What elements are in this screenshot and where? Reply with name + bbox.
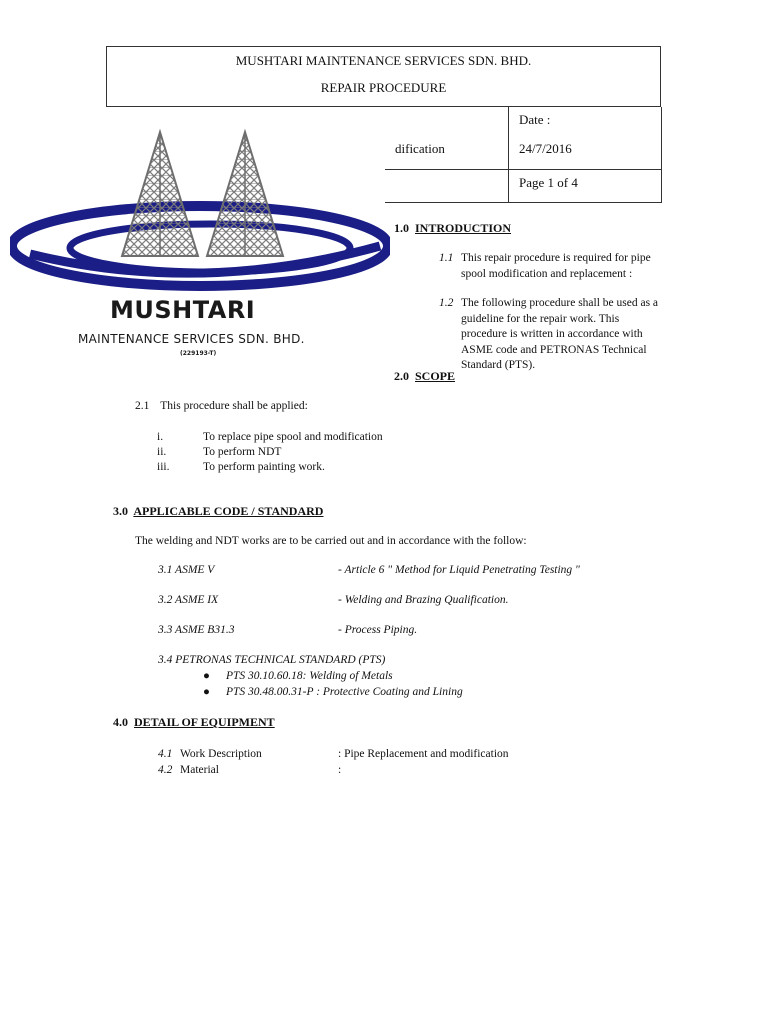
code-intro: The welding and NDT works are to be carried out and in accordance with the follow: [135,535,527,547]
intro-item-1-line: spool modification and replacement : [461,267,633,280]
logo-subtitle: MAINTENANCE SERVICES SDN. BHD. [78,332,305,346]
detail-row [158,746,578,762]
section-4-number: 4.0 [113,715,128,729]
section-3-number: 3.0 [113,504,128,518]
bullet-icon: ● [203,685,210,698]
bullet-item [203,685,463,701]
section-4-title: DETAIL OF EQUIPMENT [134,715,275,729]
detail-number: 4.1 [158,748,173,760]
detail-value: : [338,764,342,776]
scope-intro-text: This procedure shall be applied: [160,400,308,412]
title-fragment: dification [395,141,445,156]
page-cell [508,169,662,203]
intro-item-2-line: The following procedure shall be used as a [461,297,659,309]
pts-list [203,669,463,700]
company-name: MUSHTARI MAINTENANCE SERVICES SDN. BHD. [235,53,532,68]
intro-item-1-line: This repair procedure is required for pipe [461,252,651,264]
section-1-heading [394,221,511,236]
intro-item-2-line: Standard (PTS). [461,359,536,371]
title-cell [385,107,509,170]
scope-intro [135,400,308,412]
date-cell [508,107,662,170]
detail-number: 4.2 [158,764,173,776]
list-item-number: i. [157,431,164,443]
section-2-heading [394,369,455,384]
code-ref: 3.2 ASME IX [158,594,219,606]
tower-ring-emblem [10,128,390,298]
empty-cell [385,169,509,203]
section-3-heading [113,504,323,519]
list-item [157,445,457,460]
scope-intro-number: 2.1 [135,400,150,412]
code-ref: 3.1 ASME V [158,564,215,576]
list-item-number: iii. [157,461,170,473]
section-4-heading [113,715,275,730]
list-item [157,460,457,475]
document-type: REPAIR PROCEDURE [320,80,447,95]
detail-label: Work Description [180,748,262,760]
section-3-title: APPLICABLE CODE / STANDARD [133,504,324,518]
list-item-number: ii. [157,446,167,458]
pts-title: 3.4 PETRONAS TECHNICAL STANDARD (PTS) [158,654,386,666]
intro-item-2-line: procedure is written in accordance with [461,328,643,340]
logo-reg-no: (229193-T) [180,350,217,357]
company-logo [10,128,390,368]
section-2-number: 2.0 [394,369,409,383]
info-table [385,107,662,203]
detail-label: Material [180,764,219,776]
bullet-item [203,669,463,685]
bullet-text: PTS 30.48.00.31-P : Protective Coating and Lining [226,685,463,698]
code-desc: - Welding and Brazing Qualification. [338,594,509,606]
intro-item-2-line: ASME code and PETRONAS Technical [461,343,647,356]
code-desc: - Article 6 " Method for Liquid Penetrating Testing " [338,564,580,576]
intro-item-2-number: 1.2 [439,297,454,309]
logo-name: MUSHTARI [110,296,256,324]
code-desc: - Process Piping. [338,624,418,636]
section-1-title: INTRODUCTION [415,221,512,235]
bullet-icon: ● [203,670,210,682]
intro-item-1 [439,251,679,282]
list-item [157,430,457,445]
page-number: Page 1 of 4 [519,175,578,190]
date-value: 24/7/2016 [519,141,572,156]
detail-value: : Pipe Replacement and modification [338,748,509,760]
bullet-text: PTS 30.10.60.18: Welding of Metals [226,670,393,682]
detail-row [158,762,578,778]
equipment-details [158,746,578,778]
document-header [106,46,661,107]
section-1-number: 1.0 [394,221,409,235]
date-label: Date : [519,112,551,127]
intro-item-1-number: 1.1 [439,252,454,264]
intro-item-2 [439,296,679,374]
intro-item-2-line: guideline for the repair work. This [461,312,620,325]
list-item-text: To perform painting work. [203,461,325,473]
list-item-text: To perform NDT [203,446,282,458]
code-ref: 3.3 ASME B31.3 [158,624,235,636]
section-2-title: SCOPE [415,369,456,383]
list-item-text: To replace pipe spool and modification [203,431,383,443]
scope-list [157,430,457,475]
